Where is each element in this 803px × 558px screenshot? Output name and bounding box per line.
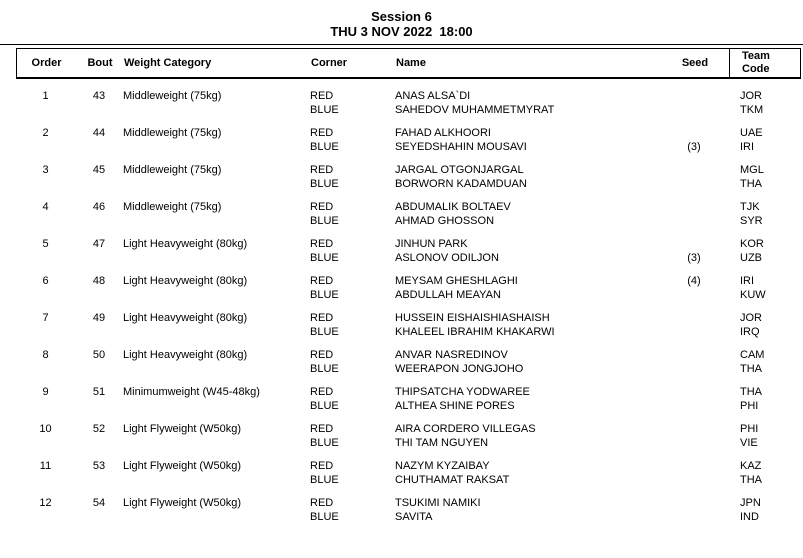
seed-cell — [660, 237, 728, 265]
corner-blue-label: BLUE — [310, 252, 339, 264]
order-cell: 12 — [39, 497, 52, 509]
blue-seed — [660, 399, 728, 413]
corner-cell — [310, 348, 395, 376]
corner-cell — [310, 422, 395, 450]
bout-number-cell: 46 — [92, 201, 106, 213]
corner-blue-label: BLUE — [310, 215, 339, 227]
name-cell — [395, 496, 660, 524]
bout-number-cell: 52 — [92, 423, 106, 435]
red-boxer-name: ANAS ALSA`DI — [395, 90, 471, 102]
corner-red-label: RED — [310, 386, 334, 398]
bout-row — [16, 385, 801, 422]
corner-red-label: RED — [310, 164, 334, 176]
order-cell: 7 — [42, 312, 49, 324]
bout-row — [16, 422, 801, 459]
session-datetime: THU 3 NOV 2022 18:00 — [330, 24, 473, 39]
corner-cell — [310, 311, 395, 339]
corner-blue-label: BLUE — [310, 437, 339, 449]
red-team-code: TJK — [740, 201, 760, 213]
order-cell: 5 — [42, 238, 49, 250]
red-boxer-name: HUSSEIN EISHAISHIASHAISH — [395, 312, 550, 324]
seed-cell — [660, 348, 728, 376]
corner-blue-label: BLUE — [310, 104, 339, 116]
weight-category-cell: Middleweight (75kg) — [123, 90, 222, 102]
bout-number-cell: 50 — [92, 349, 106, 361]
bout-row — [16, 163, 801, 200]
bout-number-cell: 49 — [92, 312, 106, 324]
bout-row — [16, 89, 801, 126]
red-boxer-name: MEYSAM GHESHLAGHI — [395, 275, 518, 287]
header-team-code-line1: Team — [742, 50, 770, 62]
red-team-code: KOR — [740, 238, 764, 250]
blue-team-code: PHI — [740, 400, 759, 412]
corner-red-label: RED — [310, 90, 334, 102]
order-cell: 8 — [42, 349, 49, 361]
header-seed: Seed — [681, 56, 709, 69]
blue-boxer-name: BORWORN KADAMDUAN — [395, 178, 527, 190]
weight-category-cell: Light Flyweight (W50kg) — [123, 460, 241, 472]
red-team-code: JOR — [740, 312, 762, 324]
red-team-code: KAZ — [740, 460, 762, 472]
name-cell — [395, 422, 660, 450]
seed-cell — [660, 496, 728, 524]
red-seed — [660, 496, 728, 510]
corner-cell — [310, 89, 395, 117]
team-code-cell — [728, 237, 801, 265]
corner-cell — [310, 274, 395, 302]
corner-blue-label: BLUE — [310, 474, 339, 486]
document-header — [0, 0, 803, 39]
red-seed — [660, 422, 728, 436]
session-title: Session 6 — [371, 9, 432, 24]
blue-team-code: VIE — [740, 437, 758, 449]
red-seed — [660, 89, 728, 103]
corner-blue-label: BLUE — [310, 326, 339, 338]
bout-number-cell: 43 — [92, 90, 106, 102]
bout-number-cell: 51 — [92, 386, 106, 398]
bout-number-cell: 47 — [92, 238, 106, 250]
bout-row — [16, 237, 801, 274]
team-code-cell — [728, 126, 801, 154]
corner-red-label: RED — [310, 238, 334, 250]
blue-seed — [660, 473, 728, 487]
team-code-cell — [728, 89, 801, 117]
red-team-code: IRI — [740, 275, 755, 287]
name-cell — [395, 385, 660, 413]
corner-red-label: RED — [310, 349, 334, 361]
red-team-code: CAM — [740, 349, 765, 361]
red-team-code: UAE — [740, 127, 763, 139]
red-seed — [660, 385, 728, 399]
corner-red-label: RED — [310, 127, 334, 139]
corner-blue-label: BLUE — [310, 363, 339, 375]
seed-cell — [660, 89, 728, 117]
weight-category-cell: Light Heavyweight (80kg) — [123, 312, 248, 324]
red-team-code: JOR — [740, 90, 762, 102]
corner-cell — [310, 496, 395, 524]
red-boxer-name: AIRA CORDERO VILLEGAS — [395, 423, 536, 435]
blue-boxer-name: ALTHEA SHINE PORES — [395, 400, 515, 412]
bout-row — [16, 274, 801, 311]
blue-seed: (3) — [687, 252, 701, 264]
corner-cell — [310, 163, 395, 191]
order-cell: 4 — [42, 201, 49, 213]
corner-red-label: RED — [310, 497, 334, 509]
corner-red-label: RED — [310, 312, 334, 324]
red-team-code: JPN — [740, 497, 761, 509]
header-bout: Bout — [87, 56, 113, 69]
weight-category-cell: Middleweight (75kg) — [123, 164, 222, 176]
weight-category-cell: Light Flyweight (W50kg) — [123, 423, 241, 435]
blue-team-code: UZB — [740, 252, 762, 264]
team-code-cell — [728, 348, 801, 376]
name-cell — [395, 311, 660, 339]
blue-team-code: THA — [740, 474, 762, 486]
red-seed — [660, 126, 728, 140]
corner-cell — [310, 200, 395, 228]
red-team-code: PHI — [740, 423, 759, 435]
header-divider — [0, 44, 803, 45]
red-boxer-name: ANVAR NASREDINOV — [395, 349, 508, 361]
blue-seed: (3) — [687, 141, 701, 153]
red-seed — [660, 163, 728, 177]
bout-list — [16, 89, 801, 533]
corner-cell — [310, 385, 395, 413]
corner-red-label: RED — [310, 423, 334, 435]
corner-red-label: RED — [310, 460, 334, 472]
blue-team-code: THA — [740, 363, 762, 375]
order-cell: 10 — [39, 423, 52, 435]
blue-seed — [660, 436, 728, 450]
order-cell: 3 — [42, 164, 49, 176]
bout-number-cell: 53 — [92, 460, 106, 472]
team-code-cell — [728, 311, 801, 339]
bout-row — [16, 496, 801, 533]
order-cell: 6 — [42, 275, 49, 287]
bout-row — [16, 200, 801, 237]
bout-number-cell: 54 — [92, 497, 106, 509]
team-code-cell — [728, 459, 801, 487]
header-order: Order — [31, 56, 62, 69]
name-cell — [395, 459, 660, 487]
weight-category-cell: Light Heavyweight (80kg) — [123, 238, 248, 250]
blue-boxer-name: THI TAM NGUYEN — [395, 437, 489, 449]
team-code-cell — [728, 274, 801, 302]
seed-cell — [660, 274, 728, 302]
order-cell: 11 — [39, 460, 52, 472]
blue-seed — [660, 214, 728, 228]
seed-cell — [660, 422, 728, 450]
weight-category-cell: Light Flyweight (W50kg) — [123, 497, 241, 509]
team-code-cell — [728, 385, 801, 413]
corner-blue-label: BLUE — [310, 289, 339, 301]
team-code-cell — [728, 496, 801, 524]
blue-seed — [660, 510, 728, 524]
bout-row — [16, 311, 801, 348]
corner-cell — [310, 126, 395, 154]
blue-boxer-name: ABDULLAH MEAYAN — [395, 289, 501, 301]
blue-team-code: TKM — [740, 104, 764, 116]
header-team-code — [729, 49, 802, 77]
weight-category-cell: Minimumweight (W45-48kg) — [123, 386, 260, 398]
blue-boxer-name: AHMAD GHOSSON — [395, 215, 495, 227]
blue-boxer-name: SAHEDOV MUHAMMETMYRAT — [395, 104, 555, 116]
red-seed: (4) — [687, 275, 701, 287]
blue-boxer-name: KHALEEL IBRAHIM KHAKARWI — [395, 326, 555, 338]
bout-number-cell: 48 — [92, 275, 106, 287]
blue-boxer-name: SEYEDSHAHIN MOUSAVI — [395, 141, 527, 153]
team-code-cell — [728, 200, 801, 228]
blue-boxer-name: SAVITA — [395, 511, 433, 523]
corner-blue-label: BLUE — [310, 511, 339, 523]
name-cell — [395, 237, 660, 265]
seed-cell — [660, 311, 728, 339]
order-cell: 2 — [42, 127, 49, 139]
red-seed — [660, 237, 728, 251]
red-seed — [660, 200, 728, 214]
red-boxer-name: FAHAD ALKHOORI — [395, 127, 491, 139]
corner-blue-label: BLUE — [310, 141, 339, 153]
seed-cell — [660, 126, 728, 154]
red-boxer-name: ABDUMALIK BOLTAEV — [395, 201, 511, 213]
team-code-cell — [728, 163, 801, 191]
blue-seed — [660, 288, 728, 302]
blue-boxer-name: ASLONOV ODILJON — [395, 252, 499, 264]
bout-row — [16, 459, 801, 496]
blue-seed — [660, 325, 728, 339]
blue-team-code: KUW — [740, 289, 766, 301]
weight-category-cell: Light Heavyweight (80kg) — [123, 349, 248, 361]
weight-category-cell: Light Heavyweight (80kg) — [123, 275, 248, 287]
blue-seed — [660, 103, 728, 117]
team-code-cell — [728, 422, 801, 450]
blue-seed — [660, 362, 728, 376]
order-cell: 1 — [42, 90, 49, 102]
header-corner: Corner — [311, 56, 348, 69]
seed-cell — [660, 163, 728, 191]
weight-category-cell: Middleweight (75kg) — [123, 201, 222, 213]
seed-cell — [660, 459, 728, 487]
red-seed — [660, 311, 728, 325]
blue-team-code: SYR — [740, 215, 763, 227]
bout-row — [16, 126, 801, 163]
name-cell — [395, 348, 660, 376]
weight-category-cell: Middleweight (75kg) — [123, 127, 222, 139]
name-cell — [395, 200, 660, 228]
order-cell: 9 — [42, 386, 49, 398]
corner-cell — [310, 459, 395, 487]
header-name: Name — [396, 56, 426, 69]
bout-number-cell: 45 — [92, 164, 106, 176]
corner-blue-label: BLUE — [310, 178, 339, 190]
red-boxer-name: NAZYM KYZAIBAY — [395, 460, 490, 472]
red-team-code: THA — [740, 386, 762, 398]
name-cell — [395, 89, 660, 117]
blue-boxer-name: WEERAPON JONGJOHO — [395, 363, 524, 375]
red-boxer-name: JINHUN PARK — [395, 238, 468, 250]
red-team-code: MGL — [740, 164, 764, 176]
seed-cell — [660, 200, 728, 228]
bout-row — [16, 348, 801, 385]
seed-cell — [660, 385, 728, 413]
red-boxer-name: TSUKIMI NAMIKI — [395, 497, 481, 509]
blue-boxer-name: CHUTHAMAT RAKSAT — [395, 474, 510, 486]
corner-red-label: RED — [310, 275, 334, 287]
corner-red-label: RED — [310, 201, 334, 213]
red-boxer-name: THIPSATCHA YODWAREE — [395, 386, 530, 398]
corner-blue-label: BLUE — [310, 400, 339, 412]
corner-cell — [310, 237, 395, 265]
name-cell — [395, 126, 660, 154]
blue-team-code: IRQ — [740, 326, 760, 338]
header-weight-category: Weight Category — [124, 56, 212, 69]
blue-seed — [660, 177, 728, 191]
red-seed — [660, 348, 728, 362]
red-seed — [660, 459, 728, 473]
header-team-code-line2: Code — [742, 63, 770, 75]
table-header-row — [16, 48, 801, 79]
blue-team-code: IND — [740, 511, 759, 523]
red-boxer-name: JARGAL OTGONJARGAL — [395, 164, 524, 176]
bout-number-cell: 44 — [92, 127, 106, 139]
blue-team-code: IRI — [740, 141, 755, 153]
name-cell — [395, 274, 660, 302]
name-cell — [395, 163, 660, 191]
blue-team-code: THA — [740, 178, 762, 190]
